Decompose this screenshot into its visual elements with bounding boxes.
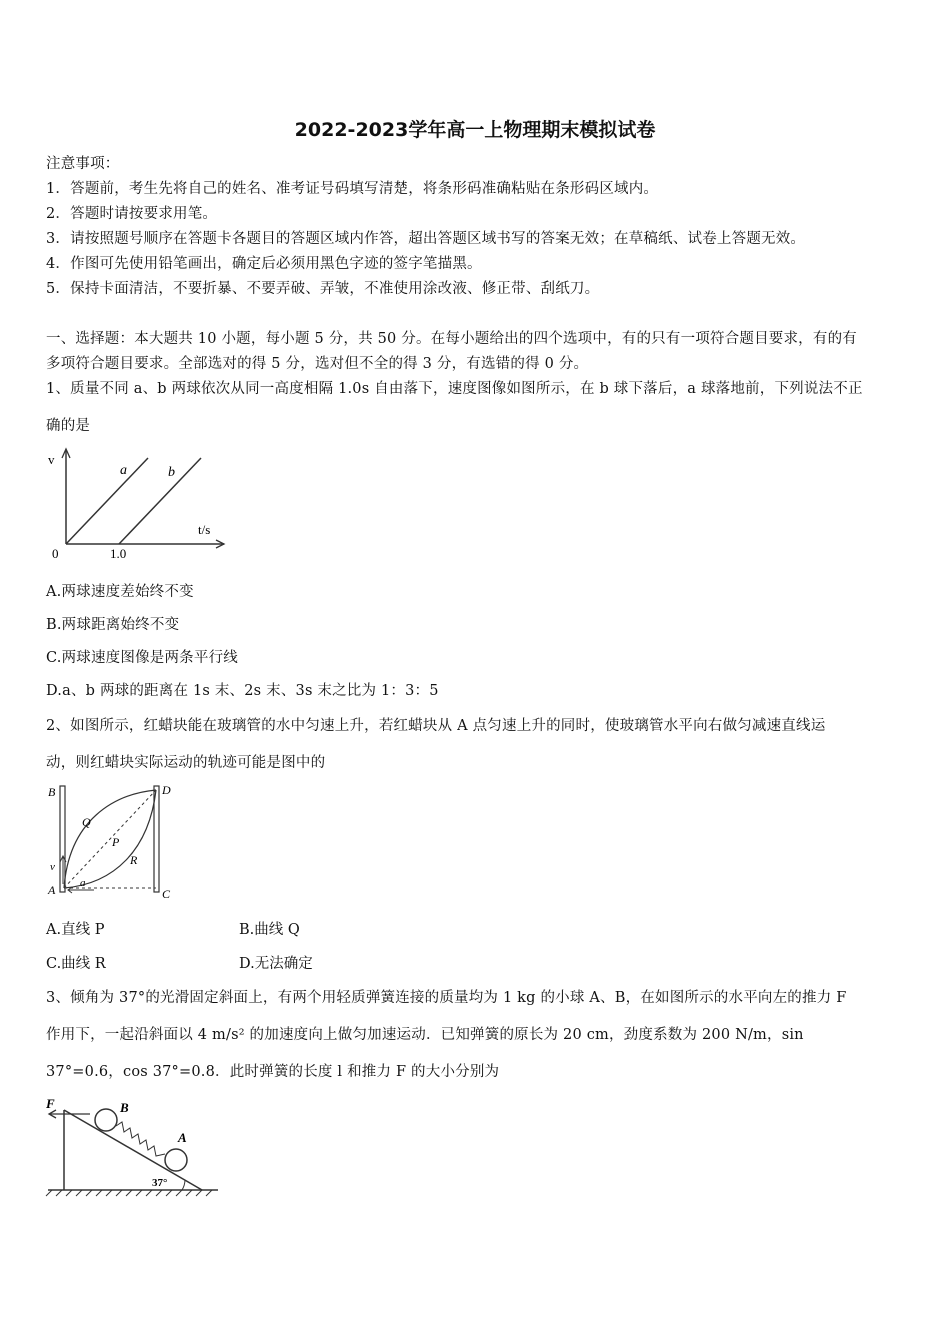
label-a: a bbox=[120, 463, 127, 478]
notice-item: 5．保持卡面清洁，不要折暴、不要弄破、弄皱，不准使用涂改液、修正带、刮纸刀。 bbox=[46, 281, 600, 297]
section-intro-line1: 一、选择题：本大题共 10 小题，每小题 5 分，共 50 分。在每小题给出的四个选项中，有的只有一项符合题目要求，有的有 bbox=[46, 331, 857, 347]
q1-option-c: C.两球速度图像是两条平行线 bbox=[46, 650, 238, 666]
q3-stem-line3: 37°=0.6，cos 37°=0.8．此时弹簧的长度 l 和推力 F 的大小分别为 bbox=[46, 1064, 500, 1080]
notice-item: 3．请按照题号顺序在答题卡各题目的答题区域内作答，超出答题区域书写的答案无效；在草稿纸、试卷上答题无效。 bbox=[46, 231, 806, 247]
axis-v-label: v bbox=[48, 452, 55, 467]
acceleration-label: a bbox=[80, 877, 86, 889]
q2-stem-line2: 动，则红蜡块实际运动的轨迹可能是图中的 bbox=[46, 755, 326, 771]
q2-option-b: B.曲线 Q bbox=[239, 922, 300, 938]
velocity-label: v bbox=[50, 861, 55, 873]
q2-option-a: A.直线 P bbox=[46, 922, 105, 938]
notice-item: 1．答题前，考生先将自己的姓名、准考证号码填写清楚，将条形码准确粘贴在条形码区域内。 bbox=[46, 181, 659, 197]
spring bbox=[116, 1122, 165, 1156]
q1-option-b: B.两球距离始终不变 bbox=[46, 617, 180, 633]
label-b: b bbox=[168, 465, 175, 480]
q3-stem-line2: 作用下，一起沿斜面以 4 m/s² 的加速度向上做匀加速运动．已知弹簧的原长为 20 cm，劲度系数为 200 N/m，sin bbox=[46, 1027, 804, 1043]
q3-incline-diagram bbox=[44, 1092, 224, 1202]
line-p-label: P bbox=[112, 835, 120, 849]
q1-option-d: D.a、b 两球的距离在 1s 末、2s 末、3s 末之比为 1：3：5 bbox=[46, 683, 439, 699]
curve-r-label: R bbox=[130, 853, 138, 867]
line-b bbox=[119, 458, 201, 544]
ball-a-label: A bbox=[178, 1130, 187, 1145]
q2-option-d: D.无法确定 bbox=[239, 956, 313, 972]
ball-a bbox=[165, 1149, 187, 1171]
notice-item: 2．答题时请按要求用笔。 bbox=[46, 206, 218, 222]
q1-option-a: A.两球速度差始终不变 bbox=[46, 584, 194, 600]
q1-velocity-time-graph bbox=[44, 446, 234, 562]
notice-heading: 注意事项： bbox=[46, 156, 120, 172]
section-intro-line2: 多项符合题目要求。全部选对的得 5 分，选对但不全的得 3 分，有选错的得 0 分。 bbox=[46, 356, 589, 372]
notice-item: 4．作图可先使用铅笔画出，确定后必须用黑色字迹的签字笔描黑。 bbox=[46, 256, 482, 272]
point-b-label: B bbox=[48, 785, 56, 799]
point-c-label: C bbox=[162, 887, 171, 901]
tick-label: 1.0 bbox=[110, 546, 127, 561]
point-d-label: D bbox=[162, 783, 171, 797]
ball-b-label: B bbox=[120, 1100, 129, 1115]
force-f-label: F bbox=[46, 1096, 55, 1111]
line-a bbox=[66, 458, 148, 544]
axis-t-label: t/s bbox=[198, 522, 211, 537]
q2-option-c: C.曲线 R bbox=[46, 956, 106, 972]
page-title: 2022-2023学年高一上物理期末模拟试卷 bbox=[294, 119, 656, 141]
q2-trajectory-diagram bbox=[44, 780, 179, 906]
angle-label: 37° bbox=[152, 1177, 168, 1189]
q1-stem-line1: 1、质量不同 a、b 两球依次从同一高度相隔 1.0s 自由落下，速度图像如图所示，在 b 球下落后，a 球落地前，下列说法不正 bbox=[46, 381, 863, 397]
q1-stem-line2: 确的是 bbox=[46, 418, 91, 434]
q2-stem-line1: 2、如图所示，红蜡块能在玻璃管的水中匀速上升，若红蜡块从 A 点匀速上升的同时，使玻璃管水平向右做匀减速直线运 bbox=[46, 718, 826, 734]
point-a-label: A bbox=[48, 883, 56, 897]
ball-b bbox=[95, 1109, 117, 1131]
origin-label: 0 bbox=[52, 546, 59, 561]
q3-stem-line1: 3、倾角为 37°的光滑固定斜面上，有两个用轻质弹簧连接的质量均为 1 kg 的小球 A、B，在如图所示的水平向左的推力 F bbox=[46, 990, 847, 1006]
curve-q-label: Q bbox=[82, 815, 91, 829]
